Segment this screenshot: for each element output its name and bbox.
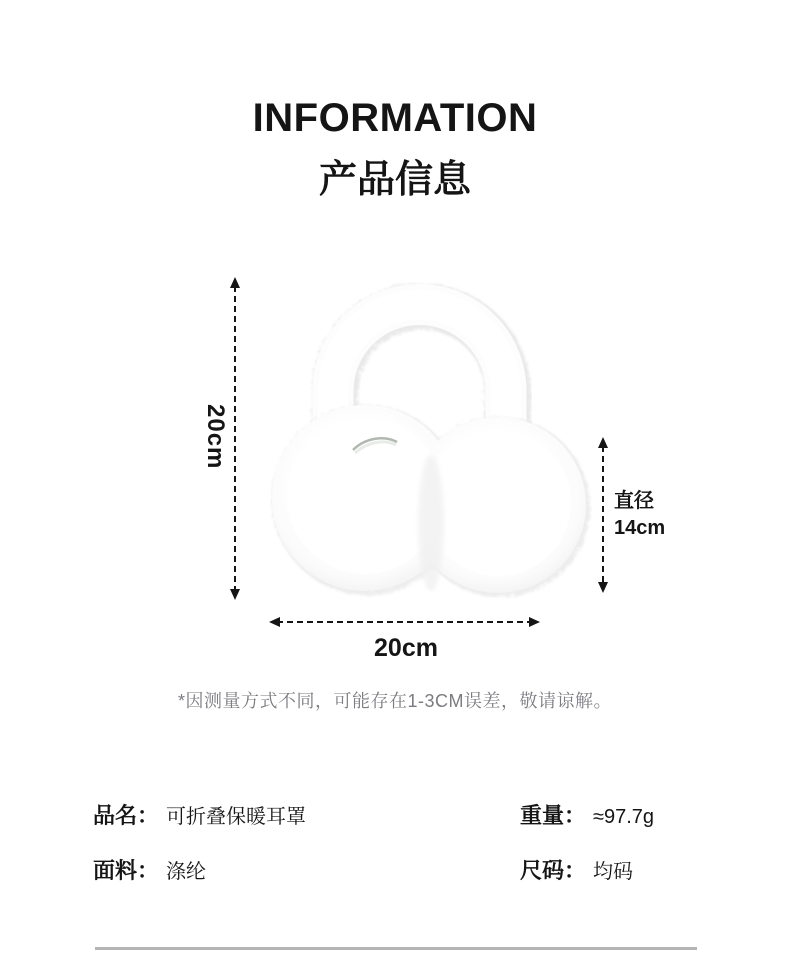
bottom-divider: [95, 947, 697, 950]
measurement-note: *因测量方式不同，可能存在1-3CM误差，敬请谅解。: [177, 691, 612, 711]
earmuffs-photo: [265, 278, 595, 610]
diameter-dimension-label: [614, 488, 665, 542]
spec-weight: [520, 799, 654, 830]
spec-fabric: [93, 854, 206, 885]
arrowhead-right-icon: [529, 617, 540, 627]
arrowhead-down-icon: [230, 589, 240, 600]
spec-value: 涤纶: [166, 861, 207, 883]
spec-product-name: [93, 799, 306, 830]
height-dimension-label: 20cm: [202, 404, 229, 470]
page-title-zh: 产品信息: [318, 159, 471, 201]
diameter-title: 直径: [614, 490, 654, 512]
page-title-en: INFORMATION: [252, 96, 538, 140]
diameter-dimension-arrow: [597, 437, 609, 593]
dashed-line-horizontal: [277, 621, 532, 623]
spec-label: 品名：: [93, 803, 160, 828]
spec-value: 均码: [593, 861, 634, 883]
height-dimension-arrow: [229, 277, 241, 600]
spec-value: ≈97.7g: [593, 806, 655, 828]
dashed-line-vertical: [234, 286, 236, 591]
dashed-line-vertical: [602, 446, 604, 584]
width-dimension-label: 20cm: [374, 634, 438, 662]
spec-size: [520, 854, 633, 885]
spec-label: 重量：: [520, 803, 587, 828]
spec-value: 可折叠保暖耳罩: [166, 806, 307, 828]
diameter-value: 14cm: [614, 517, 666, 539]
spec-label: 尺码：: [520, 858, 587, 883]
width-dimension-arrow: [269, 616, 540, 628]
spec-label: 面料：: [93, 858, 160, 883]
arrowhead-down-icon: [598, 582, 608, 593]
